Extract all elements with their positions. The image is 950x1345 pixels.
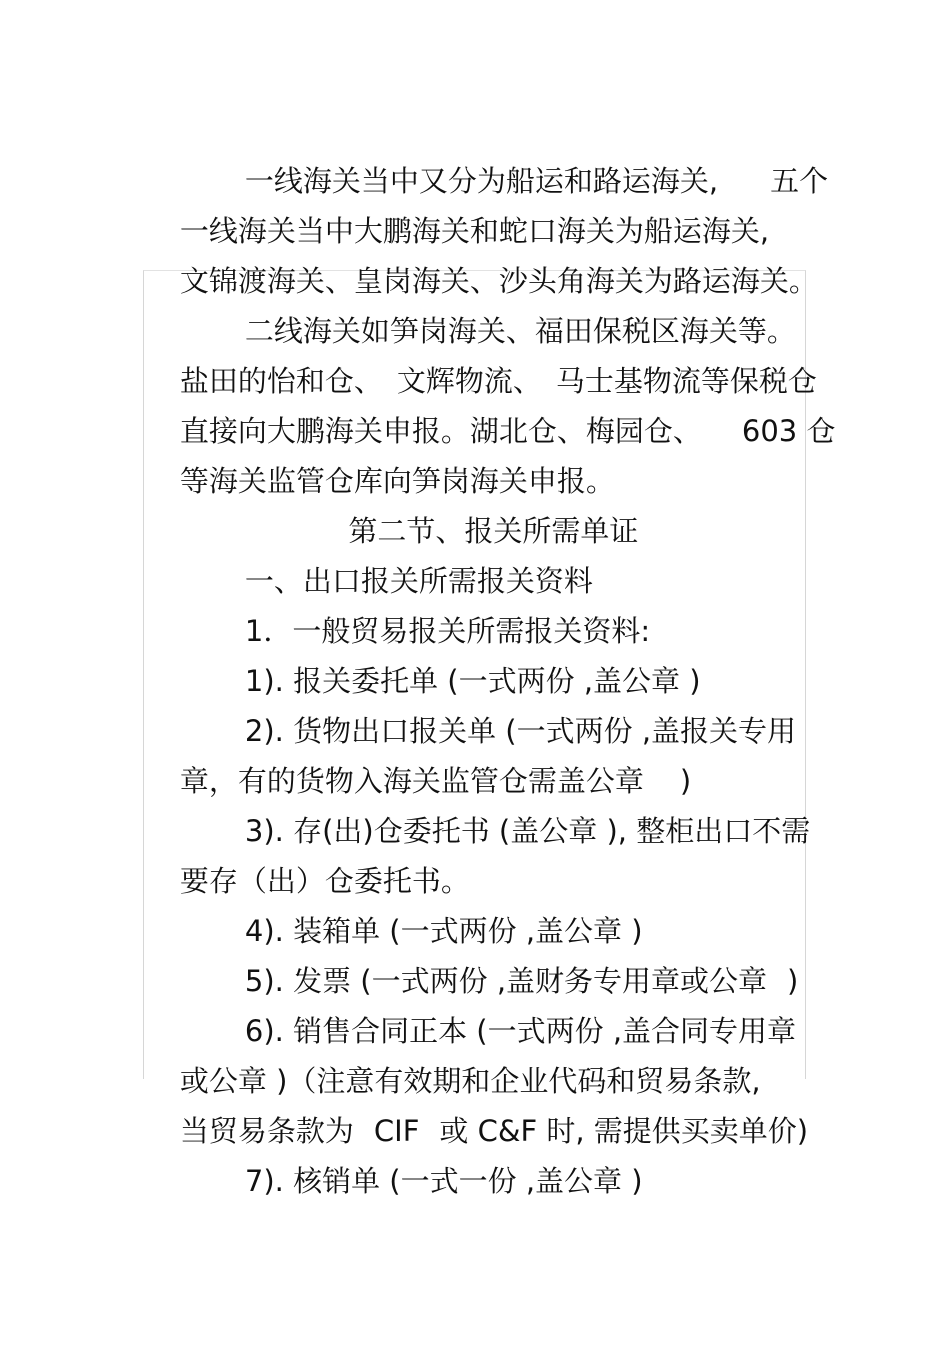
text-segment: 章，有的货物入海关监管仓需盖公章 (179, 764, 644, 798)
text-segment: 或公章 )（注意有效期和企业代码和贸易条款, (179, 1064, 761, 1098)
text-line (143, 1027, 761, 1098)
text-segment: ) (787, 964, 799, 998)
text-segment: 或 C&F 时, 需提供买卖单价) (439, 1114, 809, 1148)
text-line (208, 127, 829, 198)
text-line (143, 827, 470, 898)
text-line (208, 527, 593, 598)
list-item (208, 627, 701, 698)
text-segment: 第二节、报关所需单证 (348, 514, 639, 548)
text-segment: ) (679, 764, 692, 798)
text-line (208, 577, 651, 648)
text-segment: 3). 存(出)仓委托书 (盖公章 ), 整柜出口不需 (244, 814, 811, 848)
list-item (208, 677, 797, 748)
text-segment: 盐田的怡和仓、 (179, 364, 383, 398)
text-segment: CIF (373, 1114, 420, 1148)
text-line (208, 277, 796, 348)
list-item (208, 877, 643, 948)
text-line (143, 1077, 809, 1148)
text-segment: 文辉物流、 (396, 364, 542, 398)
text-segment: 一线海关当中大鹏海关和蛇口海关为船运海关, (179, 214, 770, 248)
text-segment: 文锦渡海关、皇岗海关、沙头角海关为路运海关。 (179, 264, 818, 298)
text-line (143, 327, 817, 398)
text-line (143, 177, 770, 248)
text-segment: 直接向大鹏海关申报。湖北仓、梅园仓、 (179, 414, 702, 448)
list-item (208, 927, 799, 998)
text-segment: 等海关监管仓库向笋岗海关申报。 (179, 464, 615, 498)
text-segment: 要存（出）仓委托书。 (179, 864, 470, 898)
text-segment: 一线海关当中又分为船运和路运海关, (244, 164, 719, 198)
list-item (208, 777, 811, 848)
text-segment: 当贸易条款为 (179, 1114, 354, 1148)
text-segment: 2). 货物出口报关单 (一式两份 ,盖报关专用 (244, 714, 797, 748)
text-line (143, 427, 615, 498)
text-segment: 1). 报关委托单 (一式两份 ,盖公章 ) (244, 664, 701, 698)
list-item (208, 1127, 643, 1198)
text-segment: 4). 装箱单 (一式两份 ,盖公章 ) (244, 914, 643, 948)
list-item (208, 977, 797, 1048)
text-segment: 五个 (770, 164, 829, 198)
section-heading (0, 477, 950, 548)
text-segment: 一、出口报关所需报关资料 (244, 564, 593, 598)
text-line (143, 227, 818, 298)
text-line (143, 377, 836, 448)
text-segment: 7). 核销单 (一式一份 ,盖公章 ) (244, 1164, 643, 1198)
text-segment: 603 仓 (741, 414, 836, 448)
text-segment: 1．一般贸易报关所需报关资料: (244, 614, 651, 648)
text-segment: 马士基物流等保税仓 (555, 364, 817, 398)
text-segment: 6). 销售合同正本 (一式两份 ,盖合同专用章 (244, 1014, 797, 1048)
text-segment: 二线海关如笋岗海关、福田保税区海关等。 (244, 314, 796, 348)
text-segment: 5). 发票 (一式两份 ,盖财务专用章或公章 (244, 964, 768, 998)
